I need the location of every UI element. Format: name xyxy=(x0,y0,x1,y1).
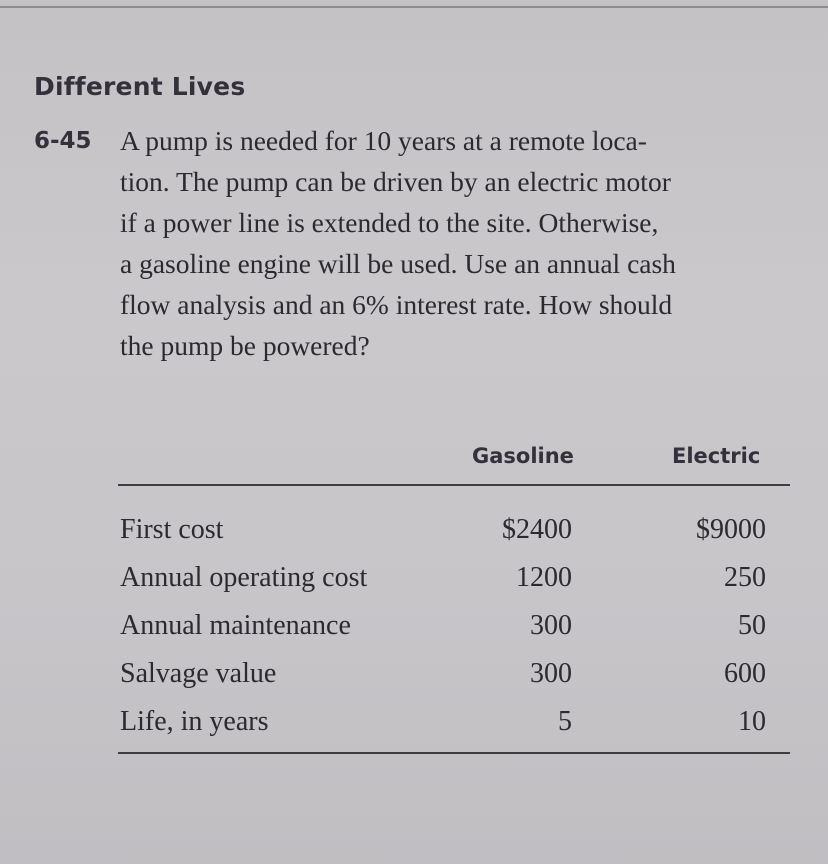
top-divider xyxy=(0,6,828,8)
table-row xyxy=(0,514,828,554)
problem-line: if a power line is extended to the site. Otherwise, xyxy=(120,207,659,238)
electric-value: $9000 xyxy=(696,514,766,545)
table-row xyxy=(0,658,828,698)
row-label: Life, in years xyxy=(120,706,269,737)
column-header-gasoline: Gasoline xyxy=(472,444,574,468)
column-header-electric: Electric xyxy=(672,444,761,468)
gasoline-value: $2400 xyxy=(502,514,572,545)
gasoline-value: 5 xyxy=(558,706,572,737)
problem-line: tion. The pump can be driven by an electric motor xyxy=(120,166,671,197)
table-bottom-rule xyxy=(118,752,790,754)
gasoline-value: 300 xyxy=(530,658,572,689)
row-label: First cost xyxy=(120,514,224,545)
problem-statement xyxy=(120,120,810,366)
problem-line: a gasoline engine will be used. Use an annual cash xyxy=(120,248,676,279)
row-label: Salvage value xyxy=(120,658,277,689)
table-row xyxy=(0,610,828,650)
row-label: Annual maintenance xyxy=(120,610,351,641)
electric-value: 50 xyxy=(738,610,766,641)
problem-number: 6-45 xyxy=(34,128,92,154)
table-row xyxy=(0,706,828,746)
electric-value: 10 xyxy=(738,706,766,737)
problem-line: A pump is needed for 10 years at a remote loca- xyxy=(120,125,647,156)
problem-line: flow analysis and an 6% interest rate. How should xyxy=(120,289,673,320)
gasoline-value: 1200 xyxy=(516,562,572,593)
table-row xyxy=(0,562,828,602)
electric-value: 250 xyxy=(724,562,766,593)
table-top-rule xyxy=(118,484,790,486)
gasoline-value: 300 xyxy=(530,610,572,641)
electric-value: 600 xyxy=(724,658,766,689)
problem-line: the pump be powered? xyxy=(120,330,370,361)
row-label: Annual operating cost xyxy=(120,562,368,593)
section-heading: Different Lives xyxy=(34,72,246,101)
